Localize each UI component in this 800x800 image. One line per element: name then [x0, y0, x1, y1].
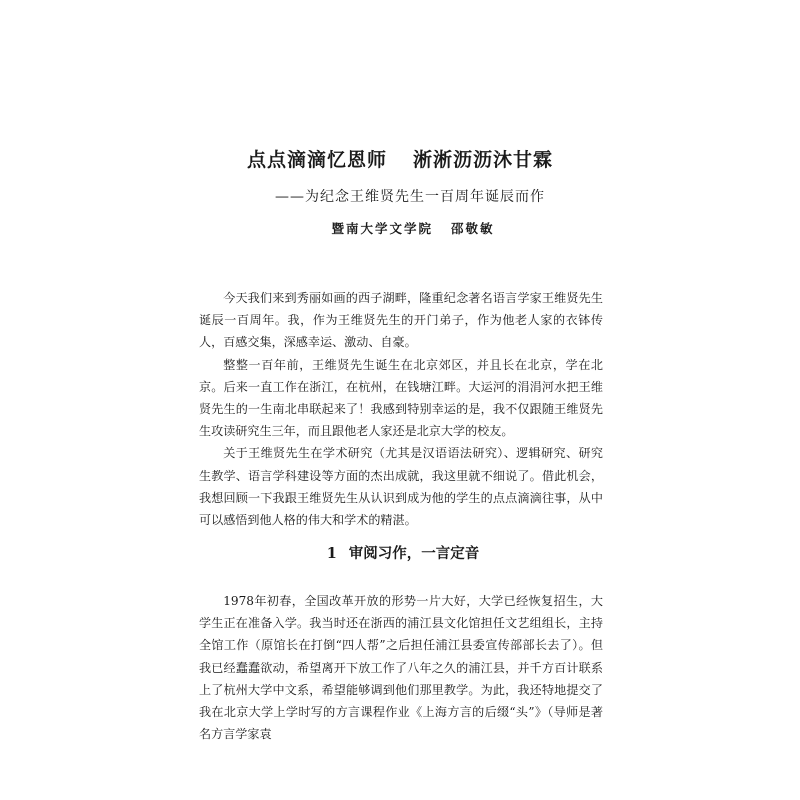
- byline: [0, 219, 800, 239]
- title-part-1: 点点滴滴忆恩师: [246, 149, 387, 171]
- section-title: 审阅习作，一言定音: [348, 546, 480, 562]
- paragraph: 关于王维贤先生在学术研究（尤其是汉语语法研究）、逻辑研究、研究生教学、语言学科建设等方面的杰出成就，我这里就不细说了。借此机会，我想回顾一下我跟王维贤先生从认识到成为他的学生的点点滴滴往事，从中可以感悟到他人格的伟大和学术的精湛。: [199, 446, 603, 528]
- section-number: 1: [326, 545, 337, 562]
- section-heading: [0, 542, 800, 566]
- intro-section: [199, 287, 603, 531]
- author-name: 邵敬敏: [451, 221, 495, 236]
- section-1-body: [199, 590, 603, 745]
- paragraph: 整整一百年前，王维贤先生诞生在北京郊区，并且长在北京，学在北京。后来一直工作在浙江，在杭州，在钱塘江畔。大运河的涓涓河水把王维贤先生的一生南北串联起来了！我感到特别幸运的是，我不仅跟随王维贤先生攻读研究生三年，而且跟他老人家还是北京大学的校友。: [199, 357, 603, 439]
- article-title: [0, 146, 800, 174]
- paragraph: 今天我们来到秀丽如画的西子湖畔，隆重纪念著名语言学家王维贤先生诞辰一百周年。我，作为王维贤先生的开门弟子，作为他老人家的衣钵传人，百感交集，深感幸运、激动、自豪。: [199, 291, 603, 350]
- title-part-2: 淅淅沥沥沐甘霖: [413, 149, 554, 171]
- article-subtitle: ——为纪念王维贤先生一百周年诞辰而作: [275, 189, 545, 205]
- affiliation: 暨南大学文学院: [331, 221, 433, 236]
- paragraph: 1978年初春，全国改革开放的形势一片大好，大学已经恢复招生，大学生正在准备入学。我当时还在浙西的浦江县文化馆担任文艺组组长，主持全馆工作（原馆长在打倒“四人帮”之后担任浦江县委宣传部部长去了）。但我已经蠢蠢欲动，希望离开下放工作了八年之久的浦江县，并千方百计联系上了杭州大学中文系，希望能够调到他们那里教学。为此，我还特地提交了我在北京大学上学时写的方言课程作业《上海方言的后缀“头”》（导师是著名方言学家袁: [199, 594, 603, 742]
